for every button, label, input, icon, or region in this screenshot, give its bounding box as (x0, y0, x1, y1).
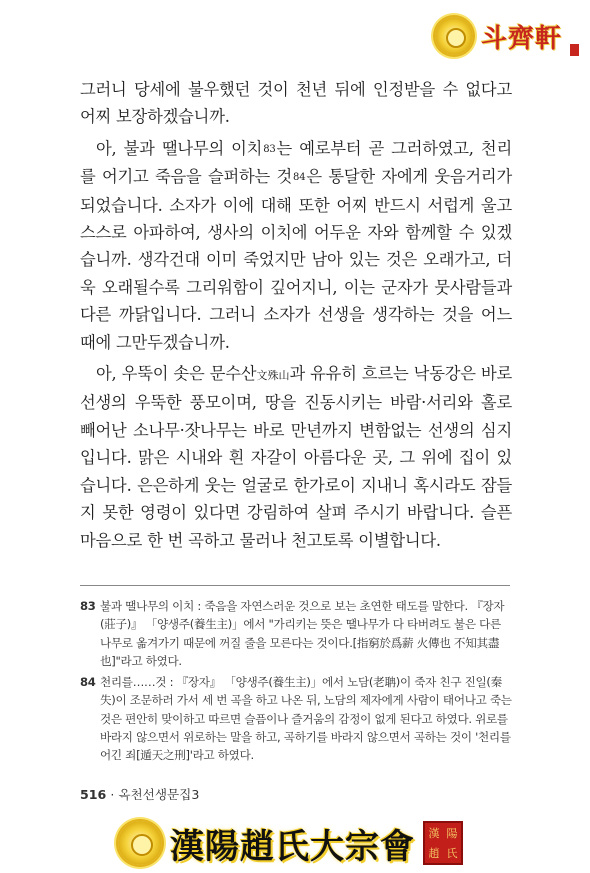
paragraph-2 (80, 135, 512, 356)
page-number: 516 (80, 787, 107, 802)
paragraph-3-hanja: 文殊山 (256, 369, 290, 383)
footnotes (80, 597, 512, 768)
footnote-divider (80, 585, 510, 586)
seal-char: 趙 (428, 847, 440, 860)
paragraph-3-text-a: 아, 우뚝이 솟은 문수산 (96, 364, 257, 384)
seal-char: 氏 (446, 847, 458, 860)
footnote-number: 84 (80, 675, 96, 690)
paragraph-2-text-c: 은 통달한 자에게 웃음거리가 되었습니다. 소자가 이에 대해 또한 어찌 반드시 서럽게 울고 스스로 아파하여, 생사의 이치에 어두운 자와 함께할 수 있겠습니까. 생각건대 이미 죽었지만 남아 있는 것은 오래가고, 더욱 오래될수록 그리워함이 깊어지니, 이는 군자가 뭇사람들과 다른 까닭입니다. 그러니 소자가 선생을 생각하는 것을 어느 때에 그만두겠습니까. (80, 167, 512, 352)
footnote-84 (80, 673, 512, 764)
footnote-text: 천리를……것 : 『장자』 「양생주(養生主)」에서 노담(老聃)이 죽자 친구 진일(秦失)이 조문하러 가서 세 번 곡을 하고 나온 뒤, 노담의 제자에게 사람이 태어나고 죽는 것은 편안히 맞이하고 따르면 슬픔이나 즐거움의 감정이 없게 된다고 하였다. 위로를 바라지 않으면서 위로하는 말을 하고, 곡하기를 바라지 않으면서 곡하는 것이 '천리를 어긴 죄[遁天之刑]'라고 하였다. (100, 675, 512, 763)
footnote-ref-84[interactable]: 84 (293, 172, 306, 184)
banner-text: 漢陽趙氏大宗會 (170, 826, 415, 867)
header-logo-text: 斗齊軒 (481, 23, 563, 54)
header-seal-icon (570, 44, 579, 56)
paragraph-3-text-b: 과 유유히 흐르는 낙동강은 바로 선생의 우뚝한 풍모이며, 땅을 진동시키는 바람·서리와 홀로 빼어난 소나무·잣나무는 바로 만년까지 변함없는 선생의 심지입니다. 맑은 시내와 흰 자갈이 아름다운 곳, 그 위에 집이 있습니다. 은은하게 웃는 얼굴로 한가로이 지내니 혹시라도 잠들지 못한 영령이 있다면 강림하여 살펴 주시기 바랍니다. 슬픈 마음으로 한 번 곡하고 물러나 천고토록 이별합니다. (80, 364, 513, 550)
plum-blossom-emblem-icon (435, 17, 473, 55)
plum-blossom-emblem-icon (118, 821, 162, 865)
folio-separator: · (110, 787, 115, 802)
paragraph-2-text-b: 는 예로부터 곧 그러하였고, 천리를 어기고 죽음을 슬퍼하는 것 (80, 138, 512, 187)
paragraph-1 (80, 76, 512, 131)
paragraph-3 (80, 360, 512, 554)
seal-char: 陽 (446, 827, 458, 840)
footnote-number: 83 (80, 599, 96, 613)
paragraph-1-text: 그러니 당세에 불우했던 것이 천년 뒤에 인정받을 수 없다고 어찌 보장하겠습니까. (80, 80, 512, 127)
seal-char: 漢 (428, 827, 440, 840)
footnote-83 (80, 597, 512, 670)
footnote-text: 불과 땔나무의 이치 : 죽음을 자연스러운 것으로 보는 초연한 태도를 말한다. 『장자(莊子)』 「양생주(養生主)」에서 "가리키는 뜻은 땔나무가 다 타버려도 불은 다른 나무로 옮겨가기 때문에 꺼질 줄을 모른다는 것이다.[指窮於爲薪 火傳也 不知其盡也]"라고 하였다. (100, 599, 505, 668)
header-logo-badge (435, 14, 577, 58)
page-folio (80, 784, 199, 803)
footer-banner-logo (118, 816, 470, 870)
paragraph-2-text-a: 아, 불과 땔나무의 이치 (96, 138, 263, 158)
book-title: 옥천선생문집3 (118, 787, 200, 802)
footnote-ref-83[interactable]: 83 (263, 143, 276, 155)
main-text (80, 76, 512, 558)
red-seal-stamp-icon (423, 821, 463, 865)
